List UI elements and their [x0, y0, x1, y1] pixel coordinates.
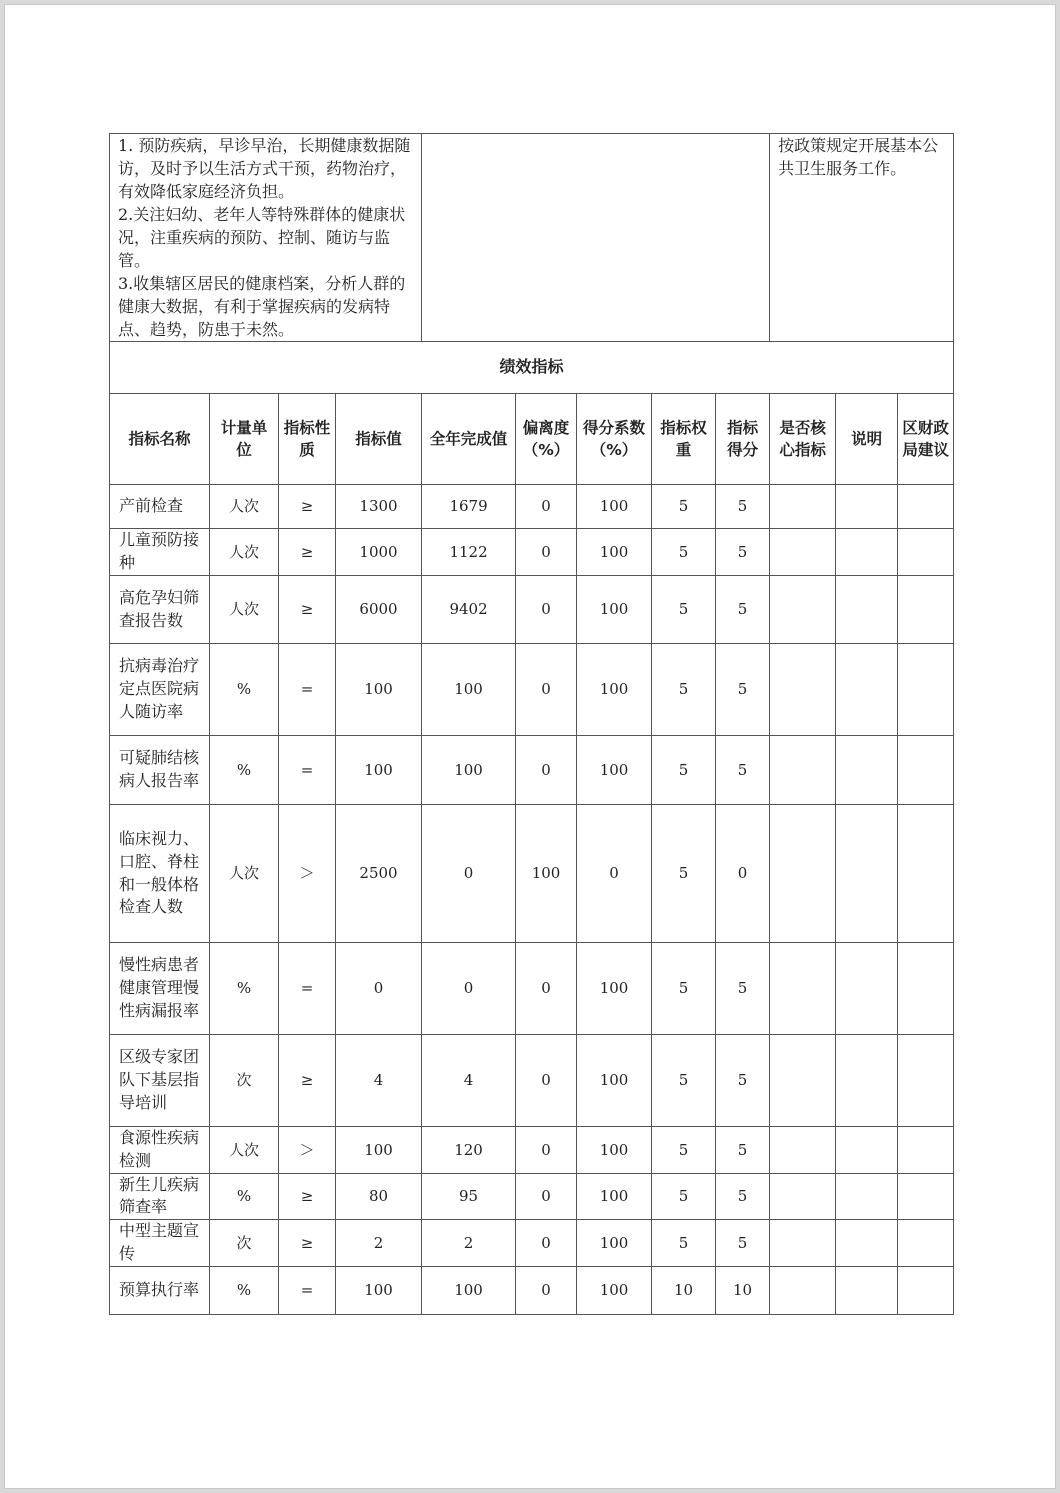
indicator-name: 临床视力、口腔、脊柱和一般体格检查人数 [110, 805, 210, 943]
header-row [110, 394, 954, 485]
weight-cell: 10 [652, 1266, 716, 1314]
unit-cell: % [210, 943, 279, 1035]
actual-cell: 95 [422, 1173, 516, 1220]
note-cell [836, 576, 898, 644]
score-cell: 0 [716, 805, 770, 943]
advice-cell [898, 485, 954, 529]
indicator-name: 区级专家团队下基层指导培训 [110, 1035, 210, 1127]
advice-cell [898, 1173, 954, 1220]
note-cell [836, 1220, 898, 1267]
unit-cell: 人次 [210, 485, 279, 529]
score-cell: 5 [716, 736, 770, 805]
table-row [110, 805, 954, 943]
core-cell [770, 1035, 836, 1127]
indicator-name: 高危孕妇筛查报告数 [110, 576, 210, 644]
target-cell: 1000 [336, 529, 422, 576]
core-cell [770, 576, 836, 644]
header-weight: 指标权重 [652, 394, 716, 485]
weight-cell: 5 [652, 805, 716, 943]
unit-cell: % [210, 1266, 279, 1314]
deviation-cell: 0 [516, 1173, 577, 1220]
target-cell: 2500 [336, 805, 422, 943]
nature-cell: ≥ [279, 576, 336, 644]
advice-cell [898, 1035, 954, 1127]
unit-cell: 人次 [210, 1127, 279, 1174]
deviation-cell: 0 [516, 1266, 577, 1314]
core-cell [770, 1220, 836, 1267]
nature-cell: = [279, 644, 336, 736]
unit-cell: 人次 [210, 576, 279, 644]
indicator-name: 产前检查 [110, 485, 210, 529]
unit-cell: 次 [210, 1220, 279, 1267]
nature-cell: ≥ [279, 529, 336, 576]
weight-cell: 5 [652, 529, 716, 576]
section-row [110, 342, 954, 394]
objectives-middle [422, 134, 770, 342]
deviation-cell: 0 [516, 1220, 577, 1267]
indicator-name: 中型主题宣传 [110, 1220, 210, 1267]
table-row [110, 1173, 954, 1220]
objectives-row [110, 134, 954, 342]
advice-cell [898, 805, 954, 943]
weight-cell: 5 [652, 485, 716, 529]
performance-table [109, 133, 954, 1315]
note-cell [836, 529, 898, 576]
deviation-cell: 0 [516, 576, 577, 644]
actual-cell: 0 [422, 943, 516, 1035]
deviation-cell: 0 [516, 485, 577, 529]
coefficient-cell: 100 [577, 485, 652, 529]
actual-cell: 4 [422, 1035, 516, 1127]
header-score: 指标得分 [716, 394, 770, 485]
core-cell [770, 529, 836, 576]
advice-cell [898, 644, 954, 736]
weight-cell: 5 [652, 1220, 716, 1267]
nature-cell: ≥ [279, 1035, 336, 1127]
advice-cell [898, 943, 954, 1035]
table-row [110, 1127, 954, 1174]
actual-cell: 0 [422, 805, 516, 943]
nature-cell: = [279, 943, 336, 1035]
target-cell: 100 [336, 644, 422, 736]
note-cell [836, 805, 898, 943]
target-cell: 80 [336, 1173, 422, 1220]
deviation-cell: 100 [516, 805, 577, 943]
weight-cell: 5 [652, 736, 716, 805]
coefficient-cell: 0 [577, 805, 652, 943]
core-cell [770, 485, 836, 529]
note-cell [836, 943, 898, 1035]
target-cell: 100 [336, 736, 422, 805]
score-cell: 5 [716, 1173, 770, 1220]
unit-cell: 次 [210, 1035, 279, 1127]
coefficient-cell: 100 [577, 1173, 652, 1220]
indicator-name: 食源性疾病检测 [110, 1127, 210, 1174]
deviation-cell: 0 [516, 529, 577, 576]
core-cell [770, 1127, 836, 1174]
weight-cell: 5 [652, 644, 716, 736]
target-cell: 100 [336, 1266, 422, 1314]
deviation-cell: 0 [516, 1035, 577, 1127]
target-cell: 1300 [336, 485, 422, 529]
note-cell [836, 485, 898, 529]
weight-cell: 5 [652, 1127, 716, 1174]
coefficient-cell: 100 [577, 1266, 652, 1314]
nature-cell: ≥ [279, 1220, 336, 1267]
table-row [110, 1220, 954, 1267]
indicator-name: 预算执行率 [110, 1266, 210, 1314]
core-cell [770, 1266, 836, 1314]
unit-cell: % [210, 644, 279, 736]
target-cell: 6000 [336, 576, 422, 644]
header-deviation: 偏离度（%） [516, 394, 577, 485]
score-cell: 5 [716, 1220, 770, 1267]
advice-cell [898, 1266, 954, 1314]
unit-cell: 人次 [210, 529, 279, 576]
target-cell: 0 [336, 943, 422, 1035]
indicator-name: 可疑肺结核病人报告率 [110, 736, 210, 805]
deviation-cell: 0 [516, 736, 577, 805]
weight-cell: 5 [652, 1173, 716, 1220]
weight-cell: 5 [652, 1035, 716, 1127]
actual-cell: 1122 [422, 529, 516, 576]
note-cell [836, 736, 898, 805]
core-cell [770, 644, 836, 736]
header-actual: 全年完成值 [422, 394, 516, 485]
score-cell: 5 [716, 943, 770, 1035]
coefficient-cell: 100 [577, 1127, 652, 1174]
actual-cell: 100 [422, 1266, 516, 1314]
target-cell: 2 [336, 1220, 422, 1267]
unit-cell: 人次 [210, 805, 279, 943]
table-row [110, 529, 954, 576]
nature-cell: = [279, 736, 336, 805]
advice-cell [898, 529, 954, 576]
advice-cell [898, 736, 954, 805]
header-advice: 区财政局建议 [898, 394, 954, 485]
nature-cell: ＞ [279, 805, 336, 943]
coefficient-cell: 100 [577, 1220, 652, 1267]
score-cell: 5 [716, 644, 770, 736]
core-cell [770, 805, 836, 943]
actual-cell: 100 [422, 736, 516, 805]
document-page [4, 4, 1056, 1489]
advice-cell [898, 1127, 954, 1174]
header-coefficient: 得分系数（%） [577, 394, 652, 485]
core-cell [770, 943, 836, 1035]
table-row [110, 576, 954, 644]
indicator-name: 抗病毒治疗定点医院病人随访率 [110, 644, 210, 736]
indicator-name: 慢性病患者健康管理慢性病漏报率 [110, 943, 210, 1035]
coefficient-cell: 100 [577, 529, 652, 576]
nature-cell: ≥ [279, 485, 336, 529]
header-note: 说明 [836, 394, 898, 485]
score-cell: 5 [716, 529, 770, 576]
header-unit: 计量单位 [210, 394, 279, 485]
table-row [110, 1266, 954, 1314]
core-cell [770, 1173, 836, 1220]
actual-cell: 9402 [422, 576, 516, 644]
actual-cell: 2 [422, 1220, 516, 1267]
score-cell: 5 [716, 485, 770, 529]
header-target: 指标值 [336, 394, 422, 485]
nature-cell: ＞ [279, 1127, 336, 1174]
note-cell [836, 1035, 898, 1127]
coefficient-cell: 100 [577, 736, 652, 805]
header-indicator-name: 指标名称 [110, 394, 210, 485]
target-cell: 4 [336, 1035, 422, 1127]
coefficient-cell: 100 [577, 1035, 652, 1127]
advice-cell [898, 1220, 954, 1267]
deviation-cell: 0 [516, 943, 577, 1035]
header-nature: 指标性质 [279, 394, 336, 485]
note-cell [836, 1266, 898, 1314]
table-row [110, 485, 954, 529]
coefficient-cell: 100 [577, 644, 652, 736]
actual-cell: 1679 [422, 485, 516, 529]
weight-cell: 5 [652, 943, 716, 1035]
actual-cell: 100 [422, 644, 516, 736]
table-row [110, 943, 954, 1035]
objectives-note: 按政策规定开展基本公共卫生服务工作。 [770, 134, 954, 342]
note-cell [836, 1127, 898, 1174]
section-title: 绩效指标 [110, 342, 954, 394]
coefficient-cell: 100 [577, 576, 652, 644]
score-cell: 5 [716, 1127, 770, 1174]
nature-cell: = [279, 1266, 336, 1314]
weight-cell: 5 [652, 576, 716, 644]
table-row [110, 644, 954, 736]
advice-cell [898, 576, 954, 644]
score-cell: 5 [716, 576, 770, 644]
indicator-name: 新生儿疾病筛查率 [110, 1173, 210, 1220]
unit-cell: % [210, 1173, 279, 1220]
nature-cell: ≥ [279, 1173, 336, 1220]
header-core: 是否核心指标 [770, 394, 836, 485]
actual-cell: 120 [422, 1127, 516, 1174]
score-cell: 10 [716, 1266, 770, 1314]
unit-cell: % [210, 736, 279, 805]
indicator-name: 儿童预防接种 [110, 529, 210, 576]
deviation-cell: 0 [516, 644, 577, 736]
table-row [110, 1035, 954, 1127]
note-cell [836, 644, 898, 736]
table-row [110, 736, 954, 805]
score-cell: 5 [716, 1035, 770, 1127]
target-cell: 100 [336, 1127, 422, 1174]
core-cell [770, 736, 836, 805]
note-cell [836, 1173, 898, 1220]
objectives-text: 1. 预防疾病，早诊早治，长期健康数据随访，及时予以生活方式干预，药物治疗，有效降低家庭经济负担。 2.关注妇幼、老年人等特殊群体的健康状况，注重疾病的预防、控制、随访与监管。 3.收集辖区居民的健康档案，分析人群的健康大数据，有利于掌握疾病的发病特点、趋势，防患于未然。 [110, 134, 422, 342]
coefficient-cell: 100 [577, 943, 652, 1035]
deviation-cell: 0 [516, 1127, 577, 1174]
